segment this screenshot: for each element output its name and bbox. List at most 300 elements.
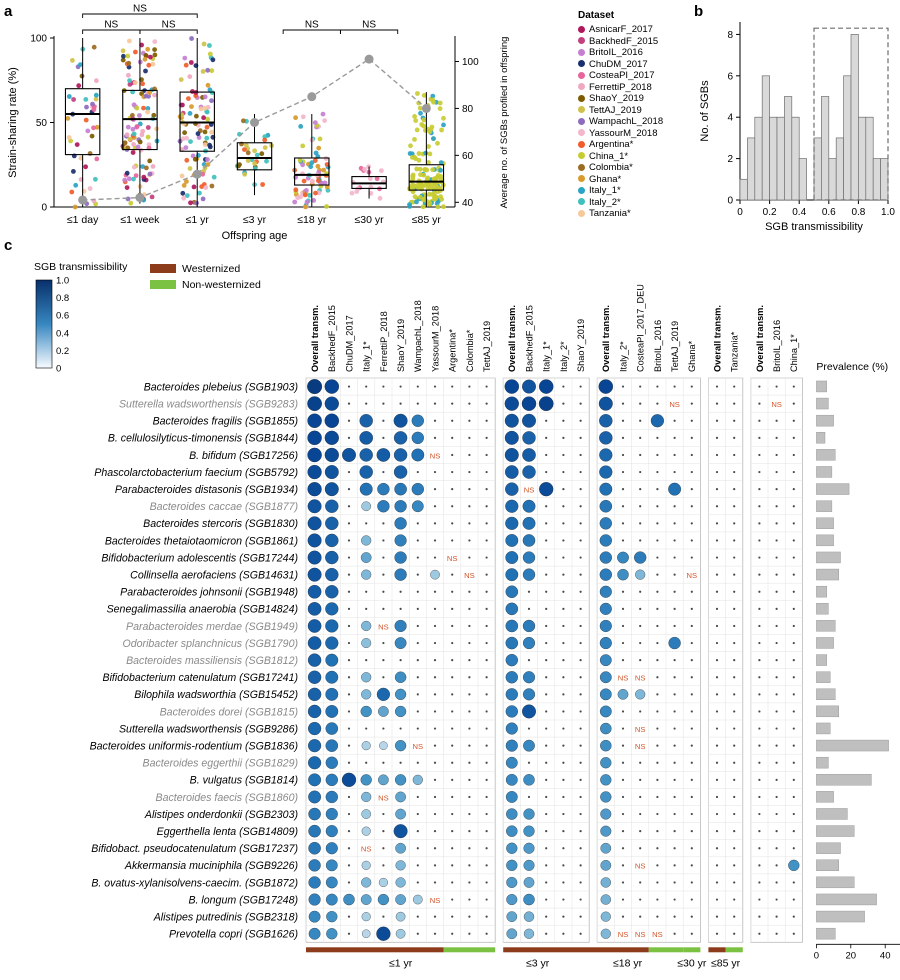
absent-dot [382,574,384,576]
absent-dot [434,864,436,866]
dataset-legend-item [578,174,698,186]
prevalence-bar [816,689,835,700]
absent-dot [580,881,582,883]
dataset-legend-item [578,36,698,48]
absent-dot [468,642,470,644]
strain-sharing-point [439,128,444,133]
absent-dot [348,488,350,490]
absent-dot [716,933,718,935]
absent-dot [417,642,419,644]
row-label: Bacteroides stercoris (SGB1830) [143,518,298,531]
strain-sharing-point [298,158,303,163]
absent-dot [622,847,624,849]
row-label: Odoribacter splanchnicus (SGB1790) [122,637,298,650]
absent-dot [776,864,778,866]
dataset-color-swatch [578,118,585,125]
absent-dot [434,727,436,729]
mean-sgb-point [193,170,202,179]
absent-dot [348,591,350,593]
absent-dot [716,556,718,558]
y-axis-label: No. of SGBs [699,80,711,142]
absent-dot [639,659,641,661]
absent-dot [733,556,735,558]
transmissibility-bubble [360,414,373,427]
absent-dot [656,591,658,593]
dataset-legend-item [578,70,698,82]
westernized-swatch [150,280,176,289]
transmissibility-bubble [309,842,321,854]
transmissibility-bubble [618,689,628,699]
column-header: ShaoY_2019 [396,318,406,372]
absent-dot [716,710,718,712]
ns-cell: NS [634,930,646,940]
strain-sharing-point [430,125,435,130]
absent-dot [639,420,641,422]
absent-dot [691,710,693,712]
transmissibility-bubble [361,774,372,785]
absent-dot [486,693,488,695]
absent-dot [468,693,470,695]
transmissibility-bubble [394,431,407,444]
transmissibility-bubble [600,740,611,751]
strain-sharing-point [441,123,446,128]
strain-sharing-point [204,136,209,141]
absent-dot [468,916,470,918]
strain-sharing-point [189,60,194,65]
transmissibility-bubble [377,500,389,512]
absent-dot [486,916,488,918]
absent-dot [776,488,778,490]
absent-dot [382,522,384,524]
strain-sharing-point [438,106,443,111]
absent-dot [400,608,402,610]
transmissibility-bubble [506,877,517,888]
absent-dot [716,727,718,729]
dataset-legend-item [578,208,698,220]
dataset-color-swatch [578,26,585,33]
absent-dot [434,933,436,935]
column-header: Argentina* [447,329,458,372]
absent-dot [451,659,453,661]
absent-dot [400,385,402,387]
absent-dot [733,847,735,849]
transmissibility-bubble [524,929,534,939]
transmissibility-bubble [395,517,407,529]
absent-dot [562,796,564,798]
absent-dot [451,779,453,781]
absent-dot [793,847,795,849]
absent-dot [348,556,350,558]
absent-dot [716,522,718,524]
transmissibility-bubble [394,466,407,479]
absent-dot [656,642,658,644]
y-tick-label: 2 [727,154,733,166]
absent-dot [776,693,778,695]
y-tick-label: 4 [727,112,733,124]
absent-dot [451,693,453,695]
strain-sharing-point [438,101,443,106]
strain-sharing-point [196,131,201,136]
absent-dot [758,539,760,541]
absent-dot [793,659,795,661]
absent-dot [691,864,693,866]
absent-dot [348,847,350,849]
prevalence-bar [816,911,864,922]
age-group-label: ≤30 yr [677,957,707,970]
absent-dot [417,916,419,918]
absent-dot [716,745,718,747]
absent-dot [691,642,693,644]
absent-dot [622,830,624,832]
absent-dot [348,471,350,473]
row-label: Bacteroides thetaiotaomicron (SGB1861) [104,535,298,548]
absent-dot [451,625,453,627]
absent-dot [434,385,436,387]
absent-dot [580,762,582,764]
absent-dot [417,625,419,627]
absent-dot [434,830,436,832]
strain-sharing-point [293,187,298,192]
absent-dot [776,556,778,558]
absent-dot [716,659,718,661]
absent-dot [562,471,564,473]
strain-sharing-point [148,172,153,177]
transmissibility-bubble [395,483,407,495]
transmissibility-bubble [395,535,407,547]
absent-dot [434,779,436,781]
dataset-legend-item [578,82,698,94]
absent-dot [691,898,693,900]
transmissibility-bubble [361,672,371,682]
column-header: Colombia* [464,329,475,372]
y-tick-label-right: 60 [462,150,474,162]
dataset-legend-label: ChuDM_2017 [589,58,648,70]
x-tick-label: ≤30 yr [354,214,384,226]
absent-dot [639,591,641,593]
absent-dot [382,403,384,405]
absent-dot [733,864,735,866]
strain-sharing-point [85,129,90,134]
absent-dot [622,727,624,729]
prevalence-bar [816,877,854,888]
dataset-legend-item [578,59,698,71]
transmissibility-bubble [505,397,519,411]
strain-sharing-point [316,146,321,151]
dataset-legend-item [578,162,698,174]
absent-dot [776,539,778,541]
westernized-legend-label: Westernized [182,263,241,275]
x-tick-label: ≤1 day [66,214,99,226]
transmissibility-bubble [522,466,535,479]
absent-dot [451,864,453,866]
absent-dot [545,471,547,473]
transmissibility-bubble [599,397,613,411]
transmissibility-bubble [506,757,517,768]
transmissibility-bubble [506,551,519,564]
strain-sharing-point [415,91,420,96]
absent-dot [417,574,419,576]
absent-dot [776,727,778,729]
strain-sharing-point [188,139,193,144]
strain-sharing-point [121,48,126,53]
strain-sharing-point [194,201,199,206]
absent-dot [674,471,676,473]
absent-dot [434,420,436,422]
absent-dot [486,881,488,883]
absent-dot [674,591,676,593]
row-label: Parabacteroides johnsonii (SGB1948) [120,586,298,599]
strain-sharing-point [188,166,193,171]
absent-dot [733,505,735,507]
absent-dot [382,539,384,541]
dataset-legend-item [578,139,698,151]
histogram-bar [814,138,821,200]
absent-dot [434,437,436,439]
strain-sharing-point [137,113,142,118]
column-header: BackhedF_2015 [524,305,535,372]
absent-dot [545,522,547,524]
strain-sharing-point [316,178,321,183]
row-label: Bacteroides fragilis (SGB1855) [152,415,298,428]
absent-dot [545,762,547,764]
absent-dot [434,796,436,798]
x-tick-label: 1.0 [881,207,895,218]
absent-dot [451,881,453,883]
absent-dot [733,881,735,883]
absent-dot [348,625,350,627]
absent-dot [580,591,582,593]
dataset-legend-item [578,105,698,117]
transmissibility-bubble [309,876,321,888]
absent-dot [716,574,718,576]
transmissibility-bubble [395,809,405,819]
row-label: B. vulgatus (SGB1814) [189,774,298,787]
absent-dot [656,574,658,576]
absent-dot [639,437,641,439]
absent-dot [468,403,470,405]
strain-sharing-point [141,175,146,180]
column-header: TettAJ_2019 [482,320,492,372]
absent-dot [528,659,530,661]
absent-dot [486,710,488,712]
absent-dot [691,916,693,918]
absent-dot [656,830,658,832]
histogram-bar [740,179,747,200]
prevalence-bar [816,791,833,802]
transmissibility-bubble [309,911,320,922]
prevalence-tick-label: 0 [813,950,820,962]
strain-sharing-point [75,142,80,147]
absent-dot [451,574,453,576]
absent-dot [733,385,735,387]
row-label: Parabacteroides distasonis (SGB1934) [114,483,298,496]
column-header: BackhedF_2015 [327,305,338,372]
absent-dot [348,881,350,883]
absent-dot [486,420,488,422]
absent-dot [486,745,488,747]
absent-dot [545,659,547,661]
transmissibility-bubble [600,552,612,564]
dataset-legend-label: BackhedF_2015 [589,35,659,47]
dataset-legend-label: WampachL_2018 [589,116,664,127]
absent-dot [691,488,693,490]
transmissibility-bubble [506,774,517,785]
strain-sharing-point [203,95,208,100]
absent-dot [434,642,436,644]
transmissibility-bubble [600,774,611,785]
absent-dot [622,642,624,644]
strain-sharing-point [199,107,204,112]
ns-cell: NS [446,553,458,563]
absent-dot [639,642,641,644]
absent-dot [733,608,735,610]
ns-bracket [83,14,198,18]
strain-sharing-point [211,57,216,62]
y-tick-label-right: 40 [462,197,474,209]
transmissibility-bubble [505,379,519,393]
strain-sharing-point [362,167,367,172]
absent-dot [716,864,718,866]
absent-dot [691,693,693,695]
transmissibility-bubble [394,448,407,461]
absent-dot [486,898,488,900]
nonwesternized-bar [726,947,743,952]
absent-dot [545,847,547,849]
absent-dot [691,727,693,729]
absent-dot [545,830,547,832]
transmissibility-bubble [505,465,518,478]
absent-dot [622,522,624,524]
ns-cell: NS [634,673,646,683]
strain-sharing-point [182,183,187,188]
absent-dot [793,625,795,627]
absent-dot [622,710,624,712]
column-header: YassourM_2018 [430,305,441,372]
strain-sharing-point [262,138,267,143]
strain-sharing-point [187,74,192,79]
absent-dot [691,522,693,524]
strain-sharing-point [201,115,206,120]
absent-dot [656,916,658,918]
transmissibility-bubble [395,894,405,904]
absent-dot [562,881,564,883]
prevalence-bar [816,501,832,512]
absent-dot [451,796,453,798]
transmissibility-bubble [669,637,681,649]
absent-dot [733,898,735,900]
absent-dot [622,608,624,610]
absent-dot [733,796,735,798]
strain-sharing-point [431,136,436,141]
absent-dot [545,454,547,456]
absent-dot [776,745,778,747]
absent-dot [716,881,718,883]
westernized-bar [503,947,572,952]
panel-a-letter: a [4,3,13,20]
prevalence-bar [816,432,825,443]
strain-sharing-point [184,145,189,150]
absent-dot [656,539,658,541]
transmissibility-bubble [308,414,322,428]
strain-sharing-point [321,168,326,173]
absent-dot [382,385,384,387]
prevalence-bar [816,723,830,734]
transmissibility-bubble [325,397,339,411]
dataset-color-swatch [578,129,585,136]
strain-sharing-point [146,63,151,68]
absent-dot [580,574,582,576]
absent-dot [758,881,760,883]
ns-cell: NS [617,930,629,940]
nonwesternized-bar [649,947,683,952]
strain-sharing-point [125,185,130,190]
strain-sharing-point [205,68,210,73]
absent-dot [348,830,350,832]
absent-dot [434,745,436,747]
absent-dot [639,488,641,490]
transmissibility-bubble [413,775,423,785]
transmissibility-bubble [600,534,612,546]
transmissibility-bubble [395,740,406,751]
absent-dot [716,625,718,627]
transmissibility-bubble [601,929,611,939]
transmissibility-bubble [308,568,322,582]
strain-sharing-point [379,168,384,173]
ns-label: NS [161,19,176,31]
dataset-legend-label: Tanzania* [589,208,631,219]
strain-sharing-point [180,174,185,179]
strain-sharing-point [94,93,99,98]
absent-dot [793,574,795,576]
column-header: Overall transm. [601,305,612,372]
absent-dot [733,745,735,747]
absent-dot [691,608,693,610]
absent-dot [417,813,419,815]
strain-sharing-point [131,177,136,182]
absent-dot [733,539,735,541]
absent-dot [545,556,547,558]
y-tick-label-right: 100 [462,56,479,68]
absent-dot [674,830,676,832]
absent-dot [674,710,676,712]
ns-cell: NS [429,895,441,905]
transmissibility-bubble [506,723,518,735]
absent-dot [580,437,582,439]
absent-dot [451,608,453,610]
absent-dot [417,608,419,610]
ns-cell: NS [523,485,535,495]
absent-dot [417,591,419,593]
dataset-legend-item [578,47,698,59]
absent-dot [622,881,624,883]
strain-sharing-point [192,185,197,190]
absent-dot [382,830,384,832]
absent-dot [545,539,547,541]
absent-dot [776,813,778,815]
row-label: Bacteroides eggerthii (SGB1829) [142,757,298,770]
prevalence-bar [816,466,832,477]
absent-dot [486,762,488,764]
absent-dot [656,762,658,764]
absent-dot [776,762,778,764]
absent-dot [417,659,419,661]
transmissibility-bubble [396,929,405,938]
transmissibility-bubble [308,774,321,787]
absent-dot [468,556,470,558]
absent-dot [528,608,530,610]
absent-dot [348,813,350,815]
mean-sgb-point [422,104,431,113]
